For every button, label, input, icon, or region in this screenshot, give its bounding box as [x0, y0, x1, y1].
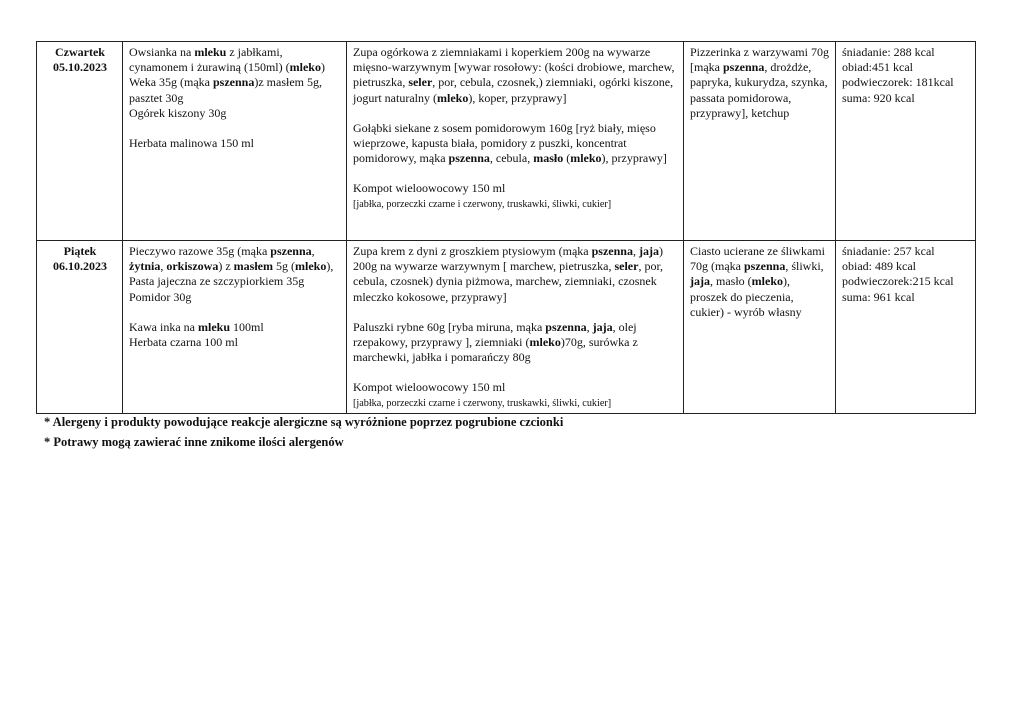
menu-line: Herbata czarna 100 ml [129, 335, 238, 350]
kcal-total: suma: 961 kcal [842, 289, 915, 304]
menu-line: Zupa krem z dyni z groszkiem ptysiowym (mąka pszenna, jaja) 200g na wywarze warzywnym [ marchew, pietruszka, seler, por, cebula, czosnek) dynia piżmowa, marchew, ziemniaki, czosnek mleczko kokosowe, przyprawy] [353, 244, 663, 304]
allergen: masłem [233, 259, 273, 274]
kcal-lunch: obiad:451 kcal [842, 60, 913, 75]
spacer [353, 106, 678, 121]
table-row [37, 241, 976, 414]
menu-line: Weka 35g (mąka pszenna)z masłem 5g, pasztet 30g [129, 75, 322, 105]
menu-line: Kawa inka na mleku 100ml [129, 319, 264, 334]
allergen: pszenna [545, 319, 587, 334]
allergen: pszenna [213, 75, 255, 90]
allergen: pszenna [448, 151, 490, 166]
allergen: jaja [690, 274, 710, 289]
allergen: masło [533, 151, 564, 166]
day-cell [37, 241, 123, 414]
allergen: mleko [529, 335, 561, 350]
allergen: mleko [295, 259, 327, 274]
allergen: mleko [436, 90, 469, 105]
menu-line: Zupa ogórkowa z ziemniakami i koperkiem 200g na wywarze mięsno-warzywnym [wywar rosołowy: (kości drobiowe, marchew, pietruszka, seler, por, cebula, czosnek,) ziemniaki, ogórki kiszone, jogurt naturalny (mleko), koper, przyprawy] [353, 45, 675, 105]
allergen: pszenna [270, 244, 312, 258]
lunch-ingredients-note: [jabłka, porzeczki czarne i czerwony, truskawki, śliwki, cukier] [353, 198, 612, 210]
kcal-total: suma: 920 kcal [842, 90, 915, 105]
table-row [37, 42, 976, 241]
snack-cell [684, 42, 836, 241]
spacer [353, 365, 678, 380]
kcal-breakfast: śniadanie: 288 kcal [842, 45, 935, 59]
kcal-snack: podwieczorek:215 kcal [842, 274, 954, 289]
day-name: Piątek [63, 244, 97, 258]
allergen: pszenna [591, 244, 633, 258]
lunch-ingredients-note: [jabłka, porzeczki czarne i czerwony, truskawki, śliwki, cukier] [353, 397, 612, 409]
allergen: mleko [570, 151, 602, 166]
day-date: 05.10.2023 [53, 60, 107, 75]
menu-table [36, 41, 976, 414]
kcal-cell [836, 241, 976, 414]
allergen: seler [614, 259, 639, 274]
spacer [353, 166, 678, 181]
allergen: mleku [197, 319, 230, 334]
day-date: 06.10.2023 [53, 259, 107, 274]
snack-cell [684, 241, 836, 414]
kcal-cell [836, 42, 976, 241]
menu-line: Pieczywo razowe 35g (mąka pszenna, żytnia, orkiszowa) z masłem 5g (mleko), [129, 244, 334, 274]
allergen: jaja [592, 319, 613, 334]
breakfast-cell [123, 241, 347, 414]
allergen: pszenna [722, 60, 765, 75]
menu-line: Herbata malinowa 150 ml [129, 136, 254, 151]
kcal-breakfast: śniadanie: 257 kcal [842, 244, 935, 258]
day-cell [37, 42, 123, 241]
spacer [129, 121, 341, 136]
allergen: mleko [751, 274, 784, 289]
allergen: pszenna [743, 259, 786, 274]
lunch-cell [347, 42, 684, 241]
allergen-note: * Alergeny i produkty powodujące reakcje alergiczne są wyróżnione poprzez pogrubione czcionki [44, 415, 564, 429]
menu-line: Kompot wieloowocowy 150 ml [353, 380, 506, 395]
menu-line: Pomidor 30g [129, 289, 192, 304]
allergen: seler [408, 75, 433, 90]
spacer [129, 305, 341, 320]
menu-line: Paluszki rybne 60g [ryba miruna, mąka pszenna, jaja, olej rzepakowy, przyprawy ], ziemniaki (mleko)70g, surówka z marchewki, jabłka i pomarańczy 80g [353, 319, 638, 365]
kcal-lunch: obiad: 489 kcal [842, 259, 916, 274]
menu-line: Kompot wieloowocowy 150 ml [353, 181, 506, 196]
menu-line: Pasta jajeczna ze szczypiorkiem 35g [129, 274, 305, 289]
allergen: mleku [194, 45, 227, 59]
trace-note: * Potrawy mogą zawierać inne znikome ilości alergenów [44, 435, 344, 449]
menu-line: Owsianka na mleku z jabłkami, cynamonem i żurawiną (150ml) (mleko) [129, 45, 325, 75]
menu-line: Gołąbki siekane z sosem pomidorowym 160g [ryż biały, mięso wieprzowe, kapusta biała, pomidory z puszki, koncentrat pomidorowy, mąka pszenna, cebula, masło (mleko), przyprawy] [353, 120, 667, 166]
lunch-cell [347, 241, 684, 414]
allergen: mleko [289, 60, 321, 75]
day-name: Czwartek [55, 45, 105, 59]
breakfast-cell [123, 42, 347, 241]
allergen: orkiszowa [166, 259, 219, 274]
menu-line: Ogórek kiszony 30g [129, 105, 227, 120]
kcal-snack: podwieczorek: 181kcal [842, 75, 954, 90]
allergen: jaja [638, 244, 659, 258]
menu-line: Pizzerinka z warzywami 70g [mąka pszenna, drożdże, papryka, kukurydza, szynka, passata pomidorowa, przyprawy], ketchup [690, 45, 829, 120]
spacer [353, 305, 678, 320]
allergen: żytnia [129, 259, 161, 274]
footnotes [44, 412, 563, 452]
menu-line: Ciasto ucierane ze śliwkami 70g (mąka pszenna, śliwki, jaja, masło (mleko), proszek do pieczenia, cukier) - wyrób własny [690, 244, 825, 319]
